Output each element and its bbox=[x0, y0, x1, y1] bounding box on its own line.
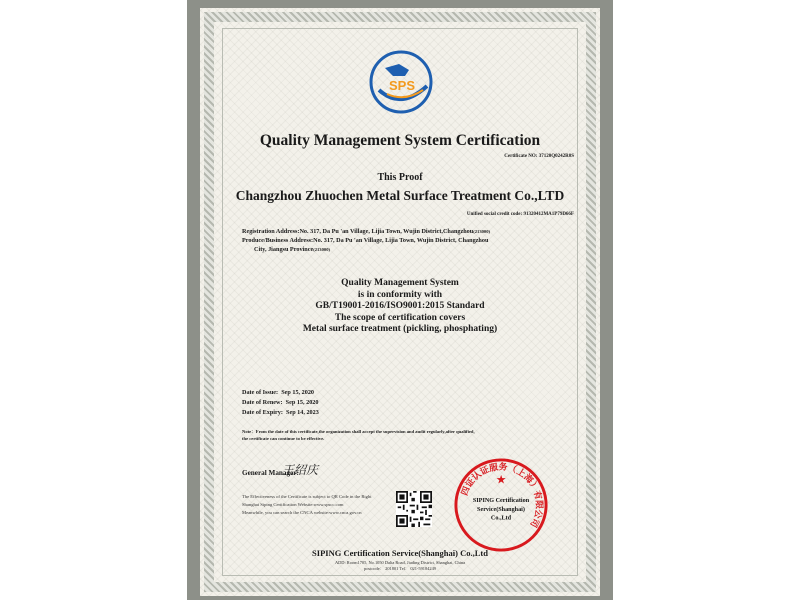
note-line-1: Note：From the date of this certificate,the organization shall accept the supervision and audit regularly,after qualified, bbox=[242, 429, 475, 434]
certificate-dates bbox=[242, 388, 319, 417]
issuer-address-block bbox=[200, 560, 600, 572]
credit-code-label: Unified social credit code: bbox=[466, 212, 523, 217]
scope-activity: Metal surface treatment (pickling, phosphating) bbox=[302, 324, 498, 334]
company-seal bbox=[452, 456, 550, 554]
business-address-city: City, Jiangsu Province bbox=[254, 246, 314, 253]
validity-info bbox=[242, 493, 412, 517]
seal-ring-text: 四证认证服务（上海）有限公司 bbox=[460, 462, 544, 529]
scope-line-2: is in conformity with bbox=[357, 289, 443, 300]
date-of-renew bbox=[242, 398, 319, 408]
signature bbox=[280, 458, 326, 480]
renew-value: Sep 15, 2020 bbox=[285, 398, 319, 406]
renew-label: Date of Renew: bbox=[242, 398, 283, 406]
certificate-number-value: 37120Q0242R0S bbox=[538, 154, 574, 159]
validity-line-3: Meanwhile, you can search the CNCA website:www.cnca.gov.cn bbox=[242, 510, 362, 515]
issue-value: Sep 15, 2020 bbox=[281, 389, 315, 396]
credit-code bbox=[467, 212, 574, 217]
date-of-issue bbox=[242, 388, 319, 398]
certification-scope bbox=[200, 278, 600, 336]
general-manager-label: General Manager: bbox=[242, 469, 299, 477]
registration-address bbox=[242, 227, 572, 236]
scope-standard: GB/T19001-2016/ISO9001:2015 Standard bbox=[315, 301, 485, 311]
note-line-2: the certificate can continue to be effective. bbox=[242, 436, 325, 441]
certificate-number bbox=[504, 154, 574, 159]
issue-label: Date of Issue: bbox=[242, 389, 279, 396]
issuer-contact: postcode： 201801 Tel： 021-59184249 bbox=[364, 566, 436, 571]
company-name: Changzhou Zhuochen Metal Surface Treatment Co.,LTD bbox=[235, 188, 565, 203]
scope-line-4: The scope of certification covers bbox=[334, 312, 466, 323]
issuer-address: ADD: Room1705, No.1050 Dalta Road, Jiading District, Shanghai, China bbox=[334, 560, 466, 565]
proof-label: This Proof bbox=[377, 172, 423, 183]
certificate-note bbox=[242, 428, 562, 442]
registration-address-text: Registration Address:No. 317, Da Pu 'an Village, Lijia Town, Wujin District,Changzhou bbox=[242, 228, 474, 235]
seal-center-line-1: SIPING Certification bbox=[472, 498, 530, 505]
date-of-expiry bbox=[242, 408, 319, 418]
expiry-label: Date of Expiry: bbox=[242, 408, 283, 416]
business-address-line2 bbox=[242, 245, 572, 254]
scope-line-1: Quality Management System bbox=[341, 278, 459, 288]
certificate-title: Quality Management System Certification bbox=[259, 132, 541, 149]
registration-postcode: (213000) bbox=[473, 229, 491, 234]
credit-code-value: 91320412MA1P79D66F bbox=[523, 212, 574, 217]
addresses bbox=[242, 227, 572, 254]
business-address: Produce/Business Address:No. 317, Da Pu 'an Village, Lijia Town, Wujin District, Changzhou bbox=[242, 237, 489, 244]
seal-center-line-3: Co.,Ltd bbox=[490, 515, 512, 522]
validity-line-1: The Effectiveness of the Certificate is subject to QR Code in the Right bbox=[242, 494, 372, 499]
certificate-number-label: Certificate NO: bbox=[504, 154, 538, 159]
signature-text: 王绍庆 bbox=[282, 463, 319, 477]
certificate-paper bbox=[200, 8, 600, 596]
logo-text: SPS bbox=[388, 78, 416, 93]
issuer-name: SIPING Certification Service(Shanghai) Co.,Ltd bbox=[312, 548, 488, 558]
seal-star-icon: ★ bbox=[495, 473, 507, 487]
sps-logo bbox=[365, 46, 437, 118]
business-postcode: (213000) bbox=[313, 247, 331, 252]
expiry-value: Sep 14, 2023 bbox=[286, 408, 319, 416]
logo-continent bbox=[385, 64, 409, 76]
qr-code[interactable] bbox=[396, 491, 432, 527]
seal-center-line-2: Service(Shanghai) bbox=[477, 506, 525, 513]
validity-line-2: Shanghai Siping Certification Website:www.spscc.com bbox=[242, 502, 344, 507]
